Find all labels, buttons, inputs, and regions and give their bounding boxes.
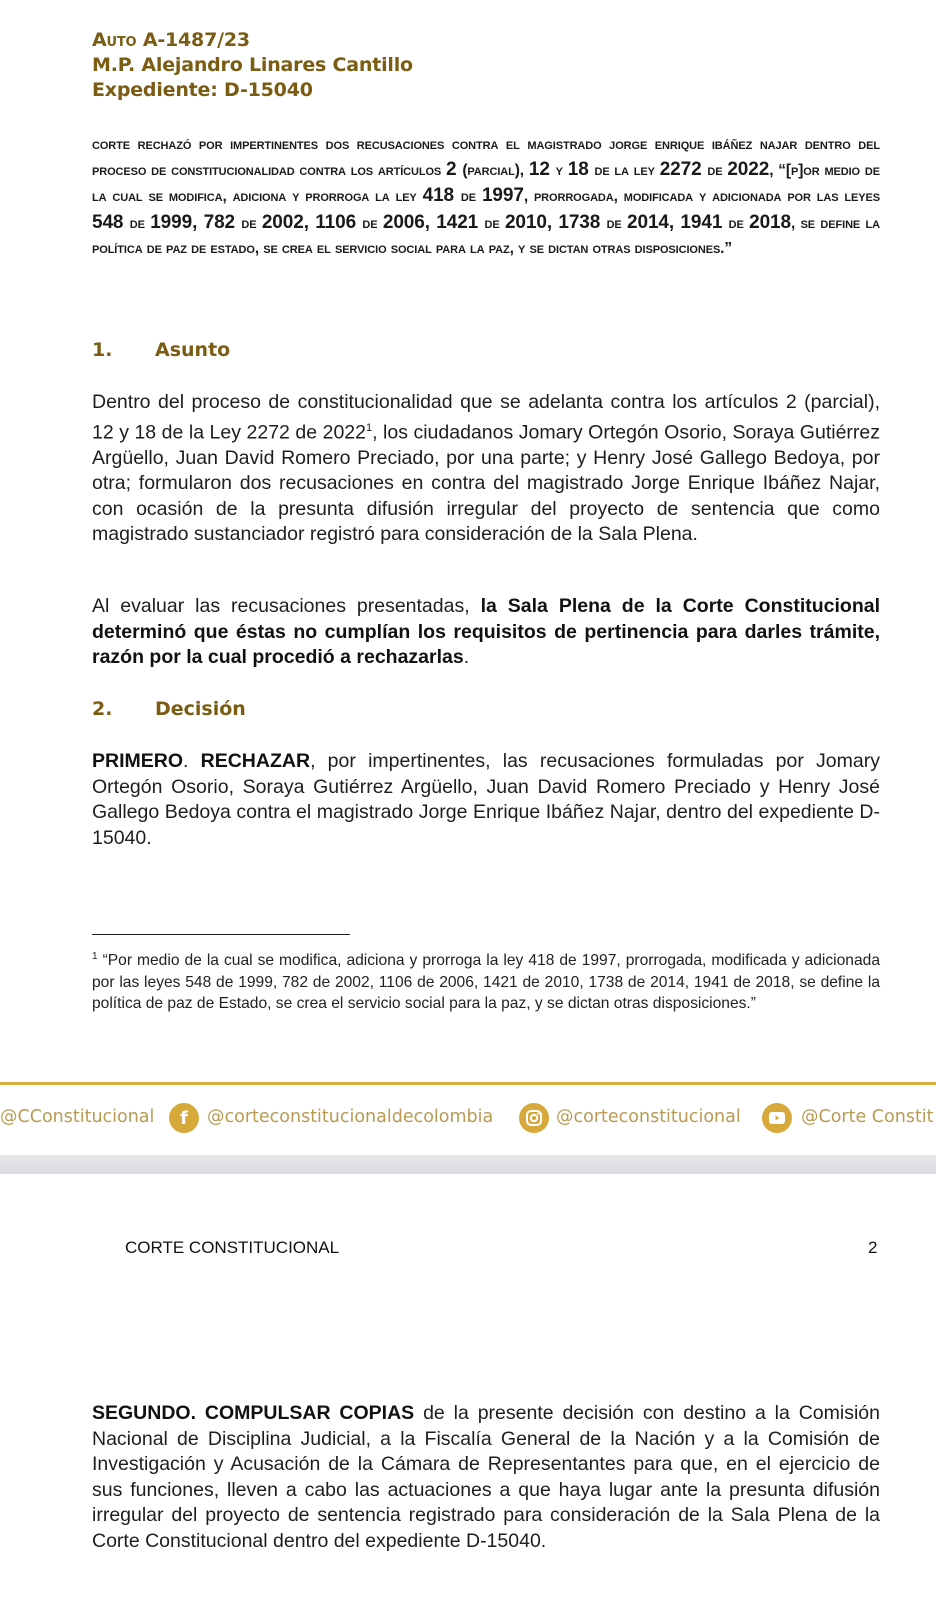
caption-part: , se define la política de paz de estado, se crea el servicio social para la paz, y se dictan otras disposiciones.” <box>92 214 880 257</box>
footnote-divider <box>92 934 350 935</box>
caption-part: de <box>606 214 628 232</box>
decision-primero <box>92 749 880 851</box>
caption-part: 2002, 1106 <box>261 211 363 233</box>
caption-part: 2006, 1421 <box>382 211 485 233</box>
instagram-icon[interactable] <box>519 1103 549 1133</box>
page-number: 2 <box>868 1238 878 1257</box>
section-title: Asunto <box>155 339 231 361</box>
youtube-handle[interactable]: @Corte Constit <box>801 1107 934 1127</box>
page-separator <box>0 1155 936 1174</box>
footer-gold-line <box>0 1082 936 1085</box>
social-footer <box>0 1103 936 1133</box>
primero-text: , por impertinentes, las recusaciones formuladas por Jomary Ortegón Osorio, Soraya Gutiérrez Argüello, Juan David Romero Preciado y Henry José Gallego Bedoya contra el magistrado Jorge Enrique Ibáñez Najar, dentro del expediente D-15040. <box>92 750 880 849</box>
section-heading-decision <box>92 698 246 720</box>
asunto-text-a: Dentro del proceso de constitucionalidad que se adelanta contra los artículos 2 (parcial), 12 y 18 de la Ley 2272 de 2022 <box>92 391 880 444</box>
primero-label: PRIMERO <box>92 750 184 772</box>
magistrate-name: M.P. Alejandro Linares Cantillo <box>92 54 413 76</box>
auto-id: A-1487/23 <box>142 29 250 51</box>
youtube-icon[interactable] <box>762 1103 792 1133</box>
caption-part: 2 <box>446 159 463 181</box>
segundo-text: de la presente decisión con destino a la Comisión Nacional de Disciplina Judicial, a la Fiscalía General de la Nación y a la Comisión de Investigación y Acusación de la Cámara de Representantes para que, en el ejercicio de sus funciones, lleven a cabo las actuaciones a que haya lugar ante la presunta difusión irregular del proyecto de sentencia registrado para consideración de la Sala Plena de la Corte Constitucional dentro del expediente D-15040. <box>92 1402 880 1552</box>
caption-part: 18 <box>567 159 595 181</box>
caption-part: 2018 <box>749 211 791 233</box>
case-caption <box>92 132 880 261</box>
auto-prefix: Auto <box>92 29 137 51</box>
primero-sep: . <box>183 750 201 772</box>
caption-part: de <box>362 214 383 232</box>
twitter-handle[interactable]: @CConstitucional <box>0 1107 155 1127</box>
caption-part: 2272 <box>659 159 708 181</box>
caption-part: 418 <box>422 185 461 207</box>
caption-part: 1999, 782 <box>150 211 242 233</box>
section-heading-asunto <box>92 339 230 361</box>
asunto-p2-end: . <box>463 646 470 669</box>
caption-part: de <box>241 214 262 232</box>
section-title: Decisión <box>155 698 246 720</box>
caption-part: de <box>460 188 482 206</box>
caption-part: 2014, 1941 <box>627 211 729 233</box>
caption-part: 2022 <box>727 159 770 181</box>
caption-part: de la ley <box>594 162 660 180</box>
caption-part: , prorrogada, modificada y adicionada por las leyes <box>523 188 880 206</box>
facebook-icon[interactable]: f <box>169 1103 199 1133</box>
instagram-handle[interactable]: @corteconstitucional <box>556 1107 741 1127</box>
auto-number <box>92 27 250 53</box>
caption-part: 548 <box>92 211 130 233</box>
caption-part: y <box>555 162 568 180</box>
footnote-text: “Por medio de la cual se modifica, adiciona y prorroga la ley 418 de 1997, prorrogada, modificada y adicionada por las leyes 548 de 1999, 782 de 2002, 1106 de 2006, 1421 de 2010, 1738 de 2014, 1941 de 2018, se define la política de paz de Estado, se crea el servicio social para la paz, y se dictan otras disposiciones.” <box>92 952 880 1013</box>
page-header-title: CORTE CONSTITUCIONAL <box>125 1238 340 1257</box>
footnote <box>92 946 880 1015</box>
footnote-ref[interactable]: 1 <box>365 421 373 434</box>
caption-part: de <box>728 214 750 232</box>
asunto-text-b: , los ciudadanos Jomary Ortegón Osorio, Soraya Gutiérrez Argüello, Juan David Romero Preciado, por una parte; y Henry José Gallego Bedoya, por otra; formularon dos recusaciones en contra del magistrado Jorge Enrique Ibáñez Najar, con ocasión de la presunta difusión irregular del proyecto de sentencia que como magistrado sustanciador registró para consideración de la Sala Plena. <box>92 421 880 546</box>
caption-part: de <box>484 214 505 232</box>
caption-part: (parcial), <box>462 162 529 180</box>
caption-part: corte rechazó por impertinentes dos recusaciones contra el magistrado jorge enrique ibáñez najar dentro del proceso de constitucionalidad contra los artículos <box>92 136 880 180</box>
asunto-paragraph-1 <box>92 390 880 548</box>
facebook-handle[interactable]: @corteconstitucionaldecolombia <box>207 1107 494 1127</box>
primero-verb: RECHAZAR <box>200 750 311 772</box>
caption-part: , “[p]or medio de la cual se modifica, adiciona y prorroga la ley <box>92 162 880 206</box>
caption-part: 12 <box>528 159 556 181</box>
decision-segundo <box>92 1401 880 1555</box>
file-number: Expediente: D-15040 <box>92 79 313 101</box>
section-number: 1. <box>92 339 113 361</box>
caption-part: 2010, 1738 <box>504 211 607 233</box>
footnote-marker: 1 <box>92 951 98 962</box>
caption-part: de <box>129 214 151 232</box>
asunto-p2-bold: la Sala Plena de la Corte Constitucional determinó que éstas no cumplían los requisitos de pertinencia para darles trámite, razón por la cual procedió a rechazarlas <box>92 595 880 669</box>
asunto-p2-text: Al evaluar las recusaciones presentadas, <box>92 595 481 617</box>
segundo-label: SEGUNDO. COMPULSAR COPIAS <box>92 1402 415 1424</box>
asunto-paragraph-2 <box>92 594 880 671</box>
section-number: 2. <box>92 698 113 720</box>
caption-part: 1997 <box>481 185 524 207</box>
caption-part: de <box>707 162 728 180</box>
